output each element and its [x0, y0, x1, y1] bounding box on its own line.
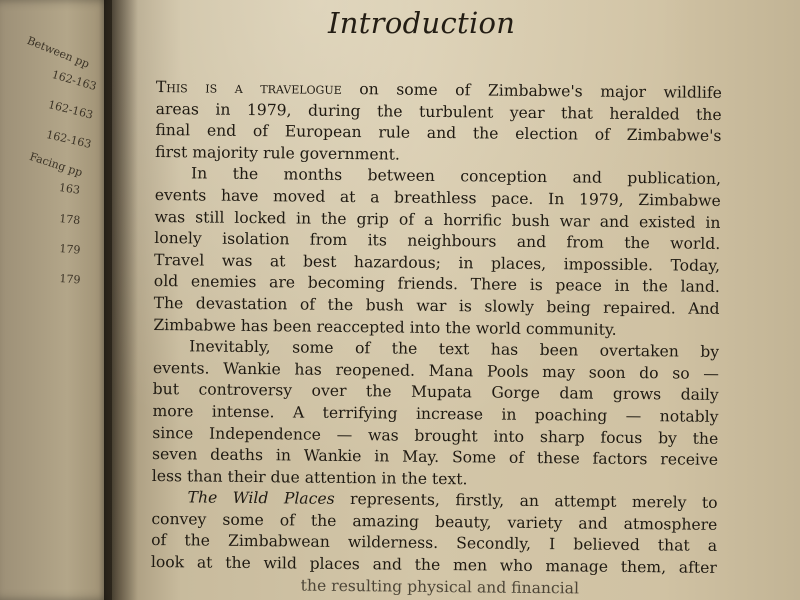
text-line: was still locked in the grip of a horrific bush war and existed in — [154, 207, 721, 232]
text-line: of the Zimbabwean wilderness. Secondly, I believed that a — [151, 531, 718, 556]
text-line: convey some of the amazing beauty, variety and atmosphere — [151, 509, 718, 534]
text-line: the resulting physical and financial — [300, 576, 580, 598]
text-line: events. Wankie has reopened. Mana Pools may soon do so — — [152, 358, 720, 383]
text-line: more intense. A terrifying increase in poaching — notably — [152, 401, 719, 426]
text-line: lonely isolation from its neighbours and from the world. — [154, 229, 721, 254]
left-page — [0, 0, 112, 600]
text-line: but controversy over the Mupata Gorge dam grows daily — [152, 380, 719, 405]
text-line: Inevitably, some of the text has been overtaken by — [189, 337, 720, 362]
text-line: since Independence — was brought into sharp focus by the — [152, 423, 719, 448]
text-line: events have moved at a breathless pace. In 1979, Zimbabwe — [154, 185, 721, 210]
right-page — [112, 0, 800, 600]
page-title: Introduction — [328, 6, 516, 40]
text-line: In the months between conception and publication, — [190, 164, 722, 189]
margin-note: Between pp — [25, 34, 92, 71]
text-line: The devastation of the bush war is slowly being repaired. And — [153, 293, 720, 318]
line-text: represents, firstly, an attempt merely to — [334, 490, 718, 513]
text-line: Travel was at best hazardous; in places, impossible. Today, — [153, 250, 721, 275]
margin-note: 179 — [58, 242, 81, 257]
margin-note: 179 — [59, 272, 81, 287]
margin-note: Facing pp — [27, 150, 85, 180]
margin-note: 163 — [58, 181, 81, 197]
text-line: final end of European rule and the election of Zimbabwe's — [155, 121, 722, 146]
margin-note: 178 — [58, 212, 81, 228]
text-line: first majority rule government. — [155, 142, 401, 164]
text-line: Zimbabwe has been reaccepted into the world community. — [153, 315, 617, 339]
lead-in: This is a travelogue — [155, 77, 342, 98]
text-line: old enemies are becoming friends. There is peace in the land. — [153, 272, 720, 297]
page-gutter-shadow — [104, 0, 138, 600]
margin-note: 162-163 — [46, 98, 95, 122]
text-line: look at the wild places and the men who manage them, after — [150, 553, 717, 577]
text-line: less than their due attention in the text. — [151, 466, 468, 488]
book-title-italic: The Wild Places — [187, 488, 335, 509]
text-line: seven deaths in Wankie in May. Some of these factors receive — [151, 445, 719, 469]
body-text — [151, 77, 722, 600]
line-text: on some of Zimbabwe's major wildlife — [341, 79, 722, 102]
text-line: areas in 1979, during the turbulent year that heralded the — [155, 99, 722, 124]
margin-note: 162-163 — [50, 68, 98, 94]
margin-note: 162-163 — [45, 128, 93, 151]
